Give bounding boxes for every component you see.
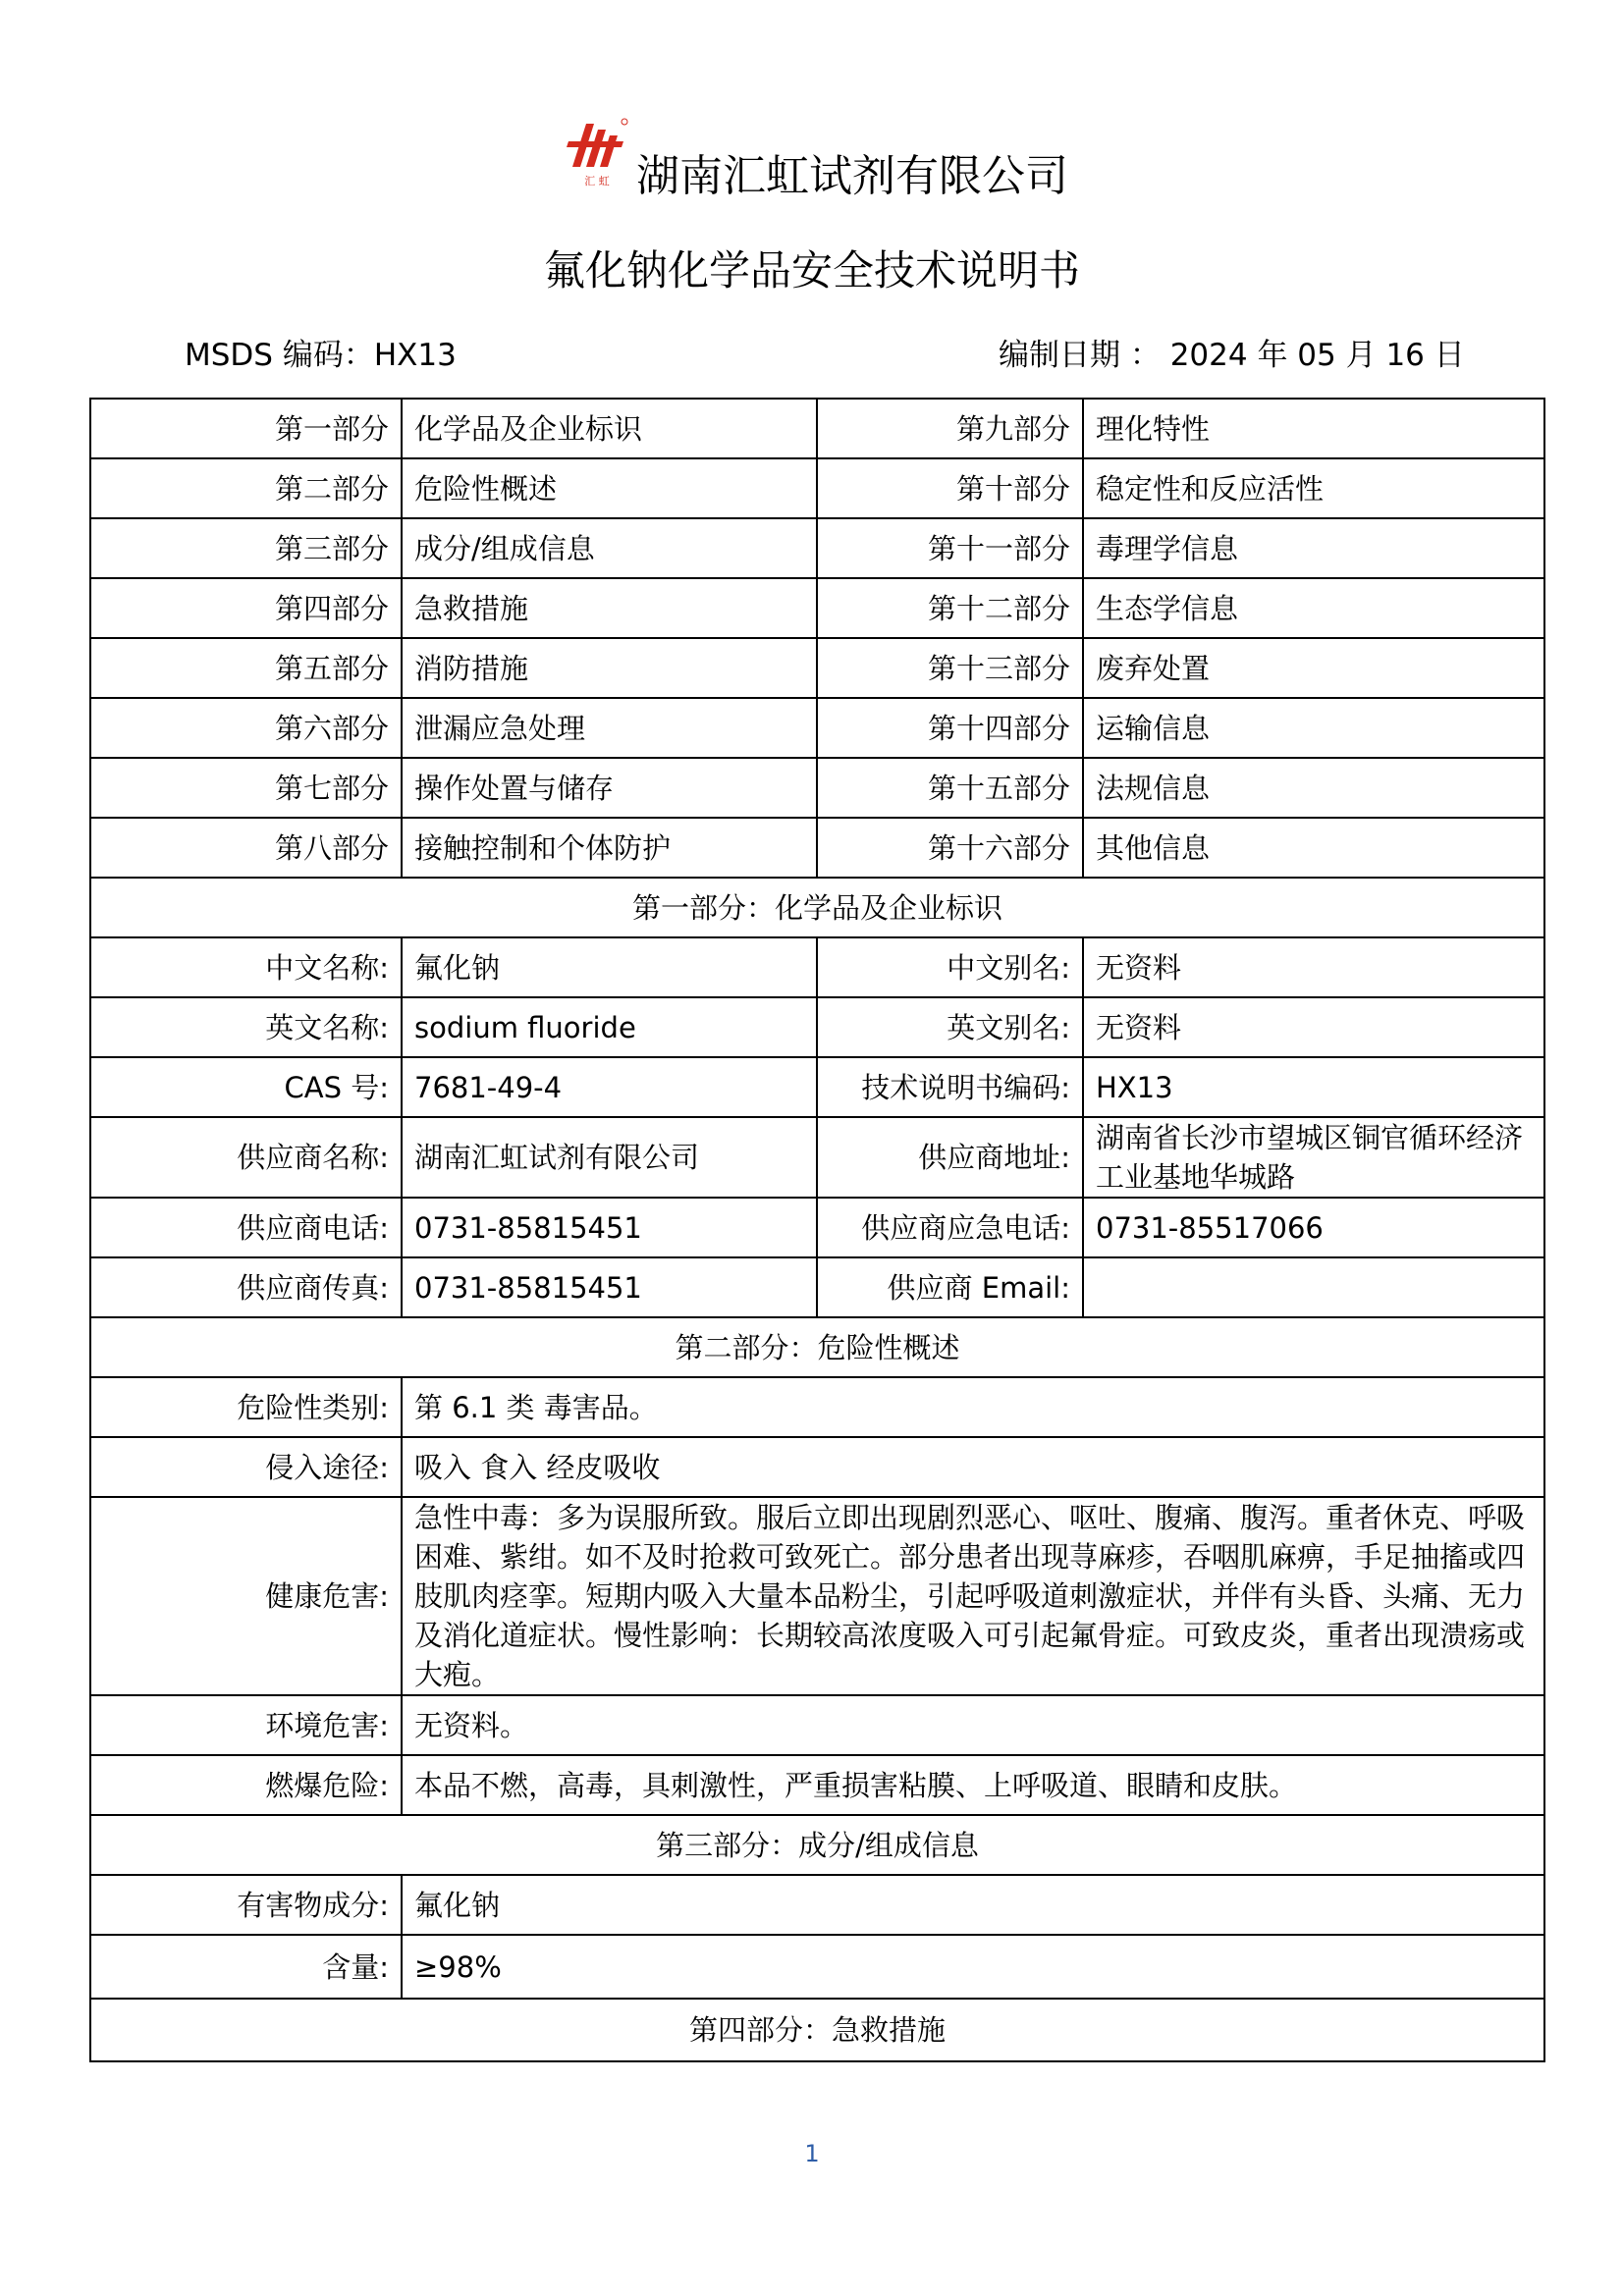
toc-part-name: 稳定性和反应活性 xyxy=(1083,458,1544,518)
field-label: 供应商地址: xyxy=(817,1117,1083,1198)
toc-part-number: 第十部分 xyxy=(817,458,1083,518)
section-heading: 第四部分：急救措施 xyxy=(90,1999,1544,2061)
field-label: 危险性类别: xyxy=(90,1377,402,1437)
table-row xyxy=(90,1057,1544,1117)
toc-part-name: 生态学信息 xyxy=(1083,578,1544,638)
table-row xyxy=(90,1198,1544,1257)
toc-part-number: 第十一部分 xyxy=(817,518,1083,578)
toc-row xyxy=(90,399,1544,458)
table-row xyxy=(90,1875,1544,1935)
toc-part-name: 毒理学信息 xyxy=(1083,518,1544,578)
field-value: 氟化钠 xyxy=(402,1875,1544,1935)
page-number: 1 xyxy=(804,2140,820,2167)
msds-code: MSDS 编码：HX13 xyxy=(185,338,457,373)
toc-part-name: 危险性概述 xyxy=(402,458,817,518)
field-label: 英文名称: xyxy=(90,997,402,1057)
toc-part-name: 理化特性 xyxy=(1083,399,1544,458)
toc-part-number: 第十三部分 xyxy=(817,638,1083,698)
field-label: 供应商电话: xyxy=(90,1198,402,1257)
toc-row xyxy=(90,458,1544,518)
toc-row xyxy=(90,758,1544,818)
toc-part-name: 急救措施 xyxy=(402,578,817,638)
field-value: 无资料 xyxy=(1083,937,1544,997)
field-value: 急性中毒：多为误服所致。服后立即出现剧烈恶心、呕吐、腹痛、腹泻。重者休克、呼吸困难、紫绀。如不及时抢救可致死亡。部分患者出现荨麻疹，吞咽肌麻痹，手足抽搐或四肢肌肉痉挛。短期内吸入大量本品粉尘，引起呼吸道刺激症状，并伴有头昏、头痛、无力及消化道症状。慢性影响：长期较高浓度吸入可引起氟骨症。可致皮炎，重者出现溃疡或大疱。 xyxy=(402,1497,1544,1695)
toc-part-number: 第十五部分 xyxy=(817,758,1083,818)
toc-part-number: 第九部分 xyxy=(817,399,1083,458)
toc-part-number: 第四部分 xyxy=(90,578,402,638)
toc-part-name: 其他信息 xyxy=(1083,818,1544,878)
field-value: HX13 xyxy=(1083,1057,1544,1117)
table-row xyxy=(90,1117,1544,1198)
field-label: 技术说明书编码: xyxy=(817,1057,1083,1117)
toc-part-number: 第一部分 xyxy=(90,399,402,458)
field-label: 英文别名: xyxy=(817,997,1083,1057)
field-value: 无资料。 xyxy=(402,1695,1544,1755)
section-heading-row xyxy=(90,1999,1544,2061)
company-logo xyxy=(565,116,629,190)
section-heading-row xyxy=(90,878,1544,937)
toc-part-number: 第二部分 xyxy=(90,458,402,518)
field-label: 侵入途径: xyxy=(90,1437,402,1497)
toc-part-number: 第七部分 xyxy=(90,758,402,818)
msds-table xyxy=(89,398,1545,2062)
table-row xyxy=(90,1377,1544,1437)
section-heading-row xyxy=(90,1815,1544,1875)
field-value: 7681-49-4 xyxy=(402,1057,817,1117)
company-name: 湖南汇虹试剂有限公司 xyxy=(636,151,1068,201)
field-label: 环境危害: xyxy=(90,1695,402,1755)
section-heading: 第二部分：危险性概述 xyxy=(90,1317,1544,1377)
toc-part-name: 操作处置与储存 xyxy=(402,758,817,818)
toc-part-number: 第十六部分 xyxy=(817,818,1083,878)
toc-part-name: 泄漏应急处理 xyxy=(402,698,817,758)
toc-part-name: 消防措施 xyxy=(402,638,817,698)
toc-part-name: 化学品及企业标识 xyxy=(402,399,817,458)
toc-part-number: 第五部分 xyxy=(90,638,402,698)
table-row xyxy=(90,1437,1544,1497)
field-label: 供应商名称: xyxy=(90,1117,402,1198)
section-heading: 第一部分：化学品及企业标识 xyxy=(90,878,1544,937)
logo-text: 汇 虹 xyxy=(584,175,610,187)
table-row xyxy=(90,1935,1544,1999)
toc-part-number: 第十四部分 xyxy=(817,698,1083,758)
toc-row xyxy=(90,818,1544,878)
toc-part-number: 第三部分 xyxy=(90,518,402,578)
toc-part-number: 第十二部分 xyxy=(817,578,1083,638)
field-value: 湖南汇虹试剂有限公司 xyxy=(402,1117,817,1198)
table-row xyxy=(90,1755,1544,1815)
toc-row xyxy=(90,578,1544,638)
field-value: 0731-85815451 xyxy=(402,1198,817,1257)
toc-row xyxy=(90,518,1544,578)
toc-part-name: 接触控制和个体防护 xyxy=(402,818,817,878)
field-label: 含量: xyxy=(90,1935,402,1999)
table-row xyxy=(90,997,1544,1057)
field-label: 燃爆危险: xyxy=(90,1755,402,1815)
toc-part-number: 第六部分 xyxy=(90,698,402,758)
field-value: 湖南省长沙市望城区铜官循环经济工业基地华城路 xyxy=(1083,1117,1544,1198)
field-value: ≥98% xyxy=(402,1935,1544,1999)
toc-part-name: 法规信息 xyxy=(1083,758,1544,818)
field-label: 有害物成分: xyxy=(90,1875,402,1935)
field-value: 本品不燃，高毒，具刺激性，严重损害粘膜、上呼吸道、眼睛和皮肤。 xyxy=(402,1755,1544,1815)
field-value: 0731-85815451 xyxy=(402,1257,817,1317)
compile-date: 编制日期 ： 2024 年 05 月 16 日 xyxy=(999,338,1465,373)
field-label: CAS 号: xyxy=(90,1057,402,1117)
table-row xyxy=(90,1497,1544,1695)
field-label: 中文名称: xyxy=(90,937,402,997)
field-label: 供应商 Email: xyxy=(817,1257,1083,1317)
field-value: 第 6.1 类 毒害品。 xyxy=(402,1377,1544,1437)
table-row xyxy=(90,1695,1544,1755)
toc-part-name: 废弃处置 xyxy=(1083,638,1544,698)
section-heading-row xyxy=(90,1317,1544,1377)
field-label: 供应商传真: xyxy=(90,1257,402,1317)
section-heading: 第三部分：成分/组成信息 xyxy=(90,1815,1544,1875)
field-label: 健康危害: xyxy=(90,1497,402,1695)
field-value: sodium fluoride xyxy=(402,997,817,1057)
field-value: 0731-85517066 xyxy=(1083,1198,1544,1257)
toc-row xyxy=(90,698,1544,758)
toc-part-number: 第八部分 xyxy=(90,818,402,878)
table-row xyxy=(90,937,1544,997)
toc-part-name: 成分/组成信息 xyxy=(402,518,817,578)
field-label: 中文别名: xyxy=(817,937,1083,997)
document-title: 氟化钠化学品安全技术说明书 xyxy=(543,246,1080,294)
field-label: 供应商应急电话: xyxy=(817,1198,1083,1257)
field-value: 无资料 xyxy=(1083,997,1544,1057)
table-row xyxy=(90,1257,1544,1317)
field-value: 吸入 食入 经皮吸收 xyxy=(402,1437,1544,1497)
field-value: 氟化钠 xyxy=(402,937,817,997)
toc-part-name: 运输信息 xyxy=(1083,698,1544,758)
field-value xyxy=(1083,1257,1544,1317)
toc-row xyxy=(90,638,1544,698)
